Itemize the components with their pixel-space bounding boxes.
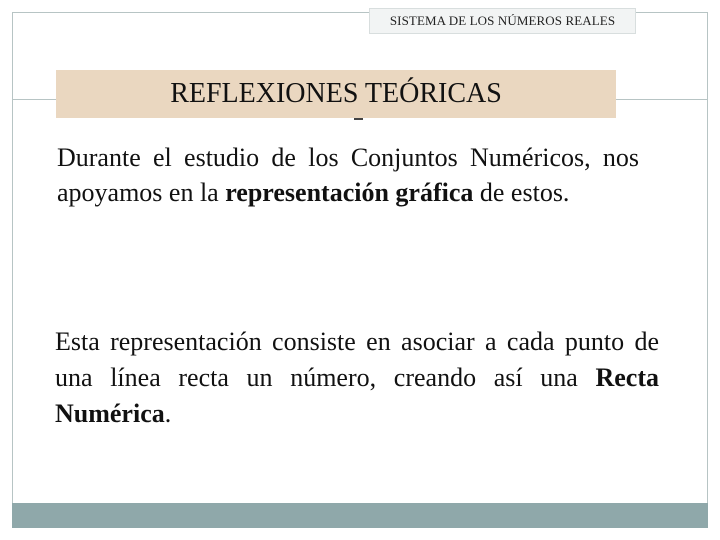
paragraph-definition-text-after: .: [164, 399, 172, 428]
slide-title: REFLEXIONES TEÓRICAS: [56, 70, 616, 118]
paragraph-definition-text-before: Esta representación consiste en asociar a cada punto de una línea recta un número, creando así una: [55, 327, 659, 392]
paragraph-intro-text-before: Durante el estudio de los Conjuntos Numéricos, nos apoyamos en la: [57, 143, 639, 207]
title-rule-right: [616, 99, 708, 100]
section-label: SISTEMA DE LOS NÚMEROS REALES: [369, 8, 636, 34]
title-rule-left: [12, 99, 56, 100]
paragraph-intro: [57, 140, 639, 210]
footer-bar: [12, 503, 708, 528]
paragraph-definition: [55, 324, 659, 432]
paragraph-intro-emphasis: representación gráfica: [225, 178, 474, 207]
paragraph-intro-text-after: de estos.: [473, 178, 570, 207]
title-underline-mark: [354, 118, 363, 120]
paragraph-definition-emphasis: Recta Numérica: [55, 363, 659, 428]
